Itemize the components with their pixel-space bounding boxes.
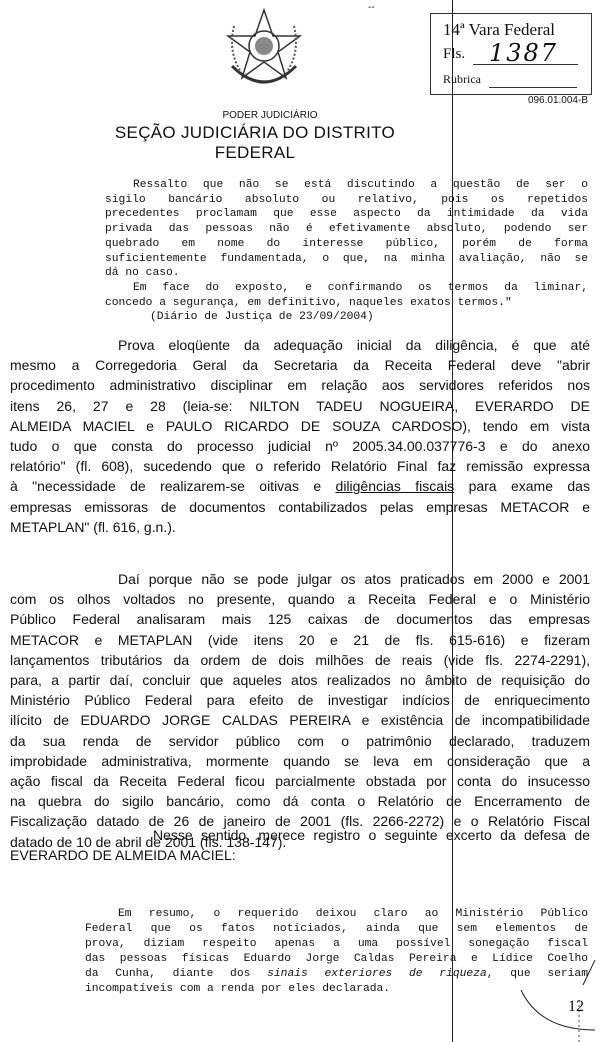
para2-line: da sua renda de servidor público com o patrimônio declarado, traduzem (10, 732, 590, 749)
underlined-text: diligências fiscais (335, 478, 455, 495)
para2-line: ilícito de EDUARDO JORGE CALDAS PEREIRA e existência de incompatibilidade (10, 712, 590, 729)
para2-line: lançamentos tributários da ordem de dois milhões de reais (vide fls. 2274-2291), (10, 651, 590, 668)
para1-line: tudo o que consta do processo judicial nº 2005.34.00.037776-3 e do anexo (10, 438, 590, 454)
section-title: SEÇÃO JUDICIÁRIA DO DISTRITO FEDERAL (114, 123, 396, 162)
para3-line: EVERARDO DE ALMEIDA MACIEL: (10, 847, 236, 864)
para3-line: Nesse sentido, merece registro o seguinte excerto da defesa de (153, 827, 590, 843)
para2-line: Daí porque não se pode julgar os atos praticados em 2000 e 2001 (118, 571, 590, 587)
stamp-rubrica-underline (489, 87, 577, 88)
quote2-line: das pessoas físicas Eduardo Jorge Caldas Pereira e Lídice Coelho (85, 953, 588, 965)
text-segment: da Cunha, diante dos (85, 968, 268, 980)
stamp-court: 14ª Vara Federal (443, 20, 556, 39)
para2-line: Fiscalização datado de 26 de janeiro de 2001 (fls. 2266-2272) e o Relatório Fiscal (10, 813, 590, 830)
para1-line: METAPLAN" (fl. 616, g.n.). (10, 518, 176, 535)
para2-line: METACOR e METAPLAN (vide itens 20 e 21 de fls. 615-616) e fizeram (10, 631, 590, 648)
form-code: 096.01.004-B (527, 95, 588, 106)
quote1-line: quebrado em nome do interesse público, porém de forma (105, 237, 588, 250)
para1-line: mesmo a Corregedoria Geral da Secretaria da Receita Federal deve "abrir (10, 357, 590, 374)
quote1-line: (Diário de Justiça de 23/09/2004) (150, 311, 374, 324)
quote1-line: concedo a segurança, em definitivo, naqueles exatos termos." (105, 296, 512, 309)
para1-line (10, 476, 590, 496)
stamp-fls-number: 1387 (489, 39, 559, 67)
para2-line: Ministério Público Federal para efeito de investigar indícios de enriquecimento (10, 692, 590, 709)
court-stamp (430, 13, 592, 95)
page-number: 12 (568, 998, 584, 1015)
para1-line: relatório" (fl. 608), sucedendo que o referido Relatório Final faz remissão expressa (10, 458, 590, 475)
quote1-line: dá no caso. (105, 267, 180, 280)
quote1-line: precedentes proclamam que esse aspecto da intimidade da vida (105, 208, 588, 221)
italic-text: sinais exteriores de riqueza (267, 968, 487, 980)
para2-line: Público Federal analisaram mais 125 caixas de documentos das empresas (10, 611, 590, 628)
para1-line: procedimento administrativo disciplinar em relação aos servidores referidos nos (10, 377, 590, 394)
stamp-rubrica-label: Rubrica (443, 72, 481, 86)
para2-line: para, a partir daí, concluir que aqueles atos realizados no âmbito de requisição do (10, 672, 590, 688)
para2-line: improbidade administrativa, mormente quando se leva em consideração que a (10, 752, 590, 769)
quote1-line: suficientemente fundamentada, o que, na minha avaliação, não se (105, 252, 588, 265)
para2-line: ação fiscal da Receita Federal ficou parcialmente obstada por conta do insucesso (10, 773, 590, 789)
top-mark: -- (368, 2, 375, 13)
quote1-line: sigilo bancário absoluto ou relativo, pois os repetidos (105, 193, 588, 206)
text-segment: à "necessidade de realizarem-se oitivas e (10, 478, 336, 495)
para1-line: itens 26, 27 e 28 (leia-se: NILTON TADEU NOGUEIRA, EVERARDO DE (10, 397, 590, 414)
stamp-fls-underline (473, 64, 578, 65)
para1-line: ALMEIDA MACIEL e PAULO RICARDO DE SOUZA CARDOSO), tendo em vista (10, 417, 590, 434)
quote2-line: prova, diziam respeito apenas a uma possível sonegação fiscal (85, 938, 588, 950)
para1-line: Prova eloqüente da adequação inicial da diligência, é que até (118, 337, 590, 353)
quote2-line: Federal que os fatos noticiados, ainda que sem elementos de (85, 923, 588, 935)
para2-line: datado de 10 de abril de 2001 (fls. 138-147). (10, 833, 287, 850)
para1-line: empresas emissoras de documentos contabilizados pelas empresas METACOR e (10, 498, 590, 515)
quote1-line: Ressalto que não se está discutindo a questão de ser o (133, 179, 588, 191)
para2-line: na quebra do sigilo bancário, como dá conta o Relatório de Encerramento de (10, 793, 590, 810)
quote2-line: Em resumo, o requerido deixou claro ao Ministério Público (118, 908, 588, 920)
page-number-mark (495, 960, 600, 1042)
stamp-fls-label: Fls. (443, 46, 466, 62)
quote1-line: privada das pessoas não é efetivamente absoluto, podendo ser (105, 223, 588, 236)
coat-of-arms-emblem (224, 6, 304, 92)
para2-line: com os olhos voltados no presente, quando a Receita Federal e o Ministério (10, 591, 590, 608)
quote1-line: Em face do exposto, e confirmando os termos da liminar, (133, 281, 588, 294)
org-name: PODER JUDICIÁRIO (222, 110, 318, 121)
quote2-line: incompatíveis com a renda por eles declarada. (85, 983, 391, 995)
text-segment: , que seriam (486, 968, 588, 980)
text-segment: para exame das (454, 478, 590, 495)
